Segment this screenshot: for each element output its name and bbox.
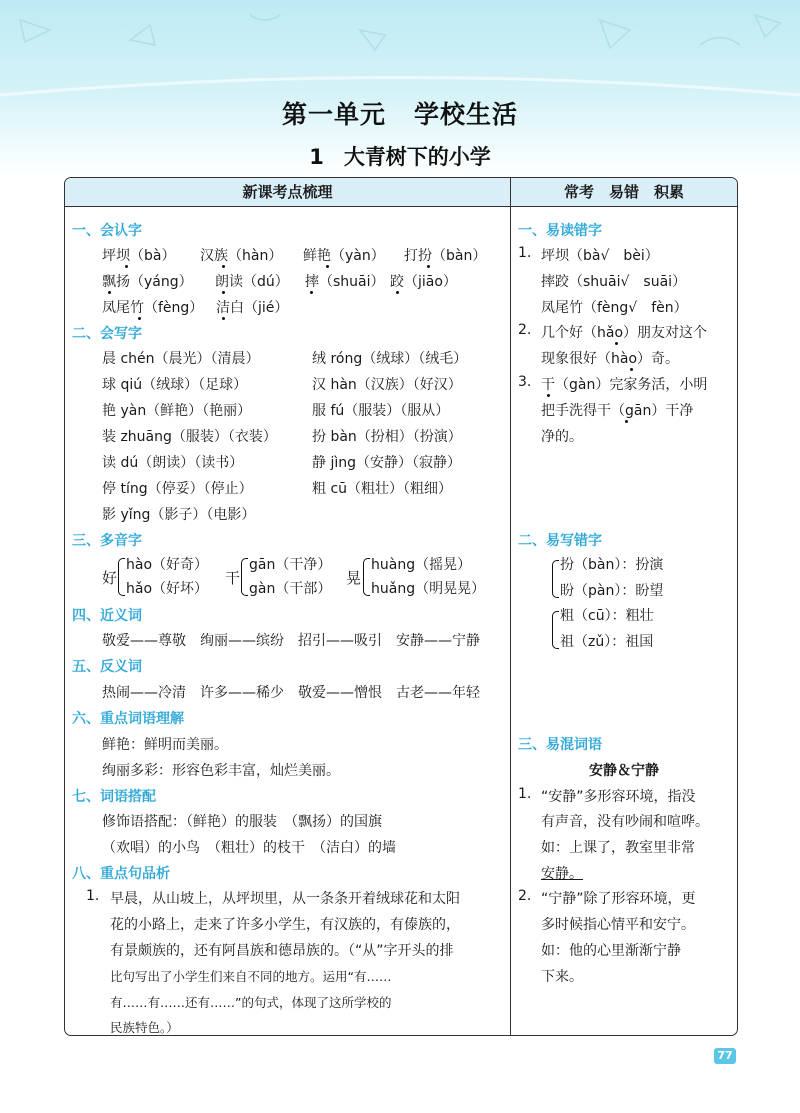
polyphone-reading: hǎo（好坏）	[126, 581, 209, 597]
write-char-item: 扮 bàn（扮相）（扮演）	[312, 429, 462, 445]
vocab-item: 跤（jiāo）	[390, 274, 457, 290]
write-char-item: 停 tíng（停妥）（停止）	[102, 481, 253, 497]
vocab-item: 打扮（bàn）	[404, 248, 487, 264]
vocab-item: 凤尾竹（fèng）	[102, 300, 204, 316]
analysis-line: 早晨，从山坡上，从坪坝里，从一条条开着绒球花和太阳	[110, 891, 460, 907]
section-title: 四、近义词	[72, 608, 142, 624]
miswrite-line: 祖（zǔ）：祖国	[560, 634, 654, 650]
brace	[552, 560, 559, 598]
emphasis-dot	[310, 291, 313, 294]
emphasis-dot	[625, 420, 628, 423]
item-number: 1.	[86, 888, 100, 904]
item-number: 2.	[518, 322, 532, 338]
section-title: 一、会认字	[72, 223, 142, 239]
miswrite-line: 扮（bàn）：扮演	[560, 557, 664, 573]
analysis-line: 有景颇族的，还有阿昌族和德昂族的。（“从”字开头的排	[110, 943, 454, 959]
antonym-line: 热闹——冷清 许多——稀少 敬爱——憎恨 古老——年轻	[102, 685, 480, 701]
right-column-header: 常考 易错 积累	[511, 178, 737, 207]
polyphone-reading: gān（干净）	[249, 557, 332, 573]
vocab-item: 汉族（hàn）	[200, 248, 283, 264]
section-title: 三、多音字	[72, 533, 142, 549]
left-column-header: 新课考点梳理	[65, 178, 510, 207]
vocab-item: 朗读（dú）	[215, 274, 289, 290]
emphasis-dot	[222, 291, 225, 294]
write-char-item: 静 jìng（安静）（寂静）	[312, 455, 461, 471]
write-char-item: 粗 cū（粗壮）（粗细）	[312, 481, 453, 497]
word-definition: 绚丽多彩：形容色彩丰富，灿烂美丽。	[102, 763, 340, 779]
collocation-line: （欢唱）的小鸟 （粗壮）的枝干 （洁白）的墙	[102, 840, 396, 856]
word-definition: 鲜艳：鲜明而美丽。	[102, 737, 228, 753]
item-number: 2.	[518, 888, 532, 904]
write-char-item: 影 yǐng（影子）（电影）	[102, 507, 256, 523]
section-title: 二、易写错字	[518, 533, 602, 549]
column-divider	[510, 178, 511, 1035]
section-title: 一、易读错字	[518, 223, 602, 239]
emphasis-dot	[615, 342, 618, 345]
vocab-item: 鲜艳（yàn）	[303, 248, 385, 264]
page-number: 77	[714, 1048, 736, 1064]
write-char-item: 读 dú（朗读）（读书）	[102, 455, 244, 471]
polyphone-reading: gàn（干部）	[249, 581, 332, 597]
misread-line: 凤尾竹（fèng√ fèn）	[541, 300, 688, 316]
misread-line: 干（gàn）完家务活，小明	[541, 377, 708, 393]
unit-title	[0, 95, 800, 131]
confusable-line: 下来。	[541, 969, 583, 985]
misread-line: 几个好（hǎo）朋友对这个	[541, 325, 708, 341]
polyphone-reading: huàng（摇晃）	[371, 557, 472, 573]
write-char-item: 装 zhuāng（服装）（衣装）	[102, 429, 277, 445]
miswrite-line: 盼（pàn）：盼望	[560, 583, 664, 599]
confusable-line: 多时候指心情平和安宁。	[541, 917, 695, 933]
brace	[363, 558, 370, 596]
misread-line: 净的。	[541, 429, 583, 445]
brace	[241, 558, 248, 596]
confusable-line: 有声音，没有吵闹和喧哗。	[541, 814, 709, 830]
write-char-item: 球 qiú（绒球）（足球）	[102, 377, 248, 393]
section-title: 二、会写字	[72, 326, 142, 342]
misread-line: 摔跤（shuāi√ suāi）	[541, 274, 687, 290]
emphasis-dot	[630, 368, 633, 371]
lesson-name: 大青树下的小学	[343, 145, 491, 169]
emphasis-dot	[547, 394, 550, 397]
unit-topic: 学校生活	[414, 100, 519, 129]
confusable-line: “宁静”除了形容环境，更	[541, 891, 696, 907]
synonym-line: 敬爱——尊敬 绚丽——缤纷 招引——吸引 安静——宁静	[102, 633, 480, 649]
section-title: 五、反义词	[72, 659, 142, 675]
confusable-line: 如：他的心里渐渐宁静	[541, 943, 681, 959]
polyphone-char: 好	[102, 569, 118, 587]
polyphone-reading: hào（好奇）	[126, 557, 209, 573]
section-title: 七、词语搭配	[72, 789, 156, 805]
misread-line: 把手洗得干（gān）干净	[541, 403, 694, 419]
misread-line: 坪坝（bà√ bèi）	[541, 248, 659, 264]
confusable-line: 安静。	[541, 866, 583, 882]
write-char-item: 艳 yàn（鲜艳）（艳丽）	[102, 403, 252, 419]
item-number: 3.	[518, 374, 532, 390]
lesson-number: 1	[309, 145, 324, 169]
misread-line: 现象很好（hào）奇。	[541, 351, 680, 367]
item-number: 1.	[518, 245, 532, 261]
emphasis-dot	[222, 265, 225, 268]
lesson-title	[0, 141, 800, 171]
analysis-line: 比句写出了小学生们来自不同的地方。运用“有……	[110, 969, 392, 984]
vocab-item: 飘扬（yáng）	[102, 274, 193, 290]
section-title: 六、重点词语理解	[72, 711, 184, 727]
write-char-item: 服 fú（服装）（服从）	[312, 403, 450, 419]
vocab-item: 洁白（jié）	[216, 300, 289, 316]
emphasis-dot	[138, 317, 141, 320]
polyphone-reading: huǎng（明晃晃）	[371, 581, 486, 597]
analysis-line: 花的小路上，走来了许多小学生，有汉族的，有傣族的，	[110, 917, 460, 933]
polyphone-char: 晃	[346, 569, 362, 587]
miswrite-line: 粗（cū）：粗壮	[560, 608, 654, 624]
emphasis-dot	[108, 291, 111, 294]
emphasis-dot	[326, 265, 329, 268]
write-char-item: 汉 hàn（汉族）（好汉）	[312, 377, 462, 393]
polyphone-char: 干	[225, 569, 241, 587]
confusable-line: 如：上课了，教室里非常	[541, 840, 695, 856]
emphasis-dot	[396, 291, 399, 294]
brace	[552, 611, 559, 649]
confusable-line: “安静”多形容环境，指没	[541, 789, 696, 805]
confusable-subtitle: 安静＆宁静	[589, 763, 659, 779]
emphasis-dot	[427, 265, 430, 268]
vocab-item: 摔（shuāi）	[305, 274, 385, 290]
unit-label: 第一单元	[281, 100, 386, 129]
analysis-line: 有……有……还有……”的句式，体现了这所学校的	[110, 995, 392, 1010]
vocab-item: 坪坝（bà）	[102, 248, 176, 264]
item-number: 1.	[518, 786, 532, 802]
brace	[118, 558, 125, 596]
analysis-line: 民族特色。）	[110, 1020, 179, 1035]
collocation-line: 修饰语搭配：（鲜艳）的服装 （飘扬）的国旗	[102, 814, 382, 830]
write-char-item: 绒 róng（绒球）（绒毛）	[312, 351, 468, 367]
write-char-item: 晨 chén（晨光）（清晨）	[102, 351, 260, 367]
emphasis-dot	[222, 317, 225, 320]
section-title: 八、重点句品析	[72, 866, 170, 882]
section-title: 三、易混词语	[518, 737, 602, 753]
emphasis-dot	[125, 265, 128, 268]
